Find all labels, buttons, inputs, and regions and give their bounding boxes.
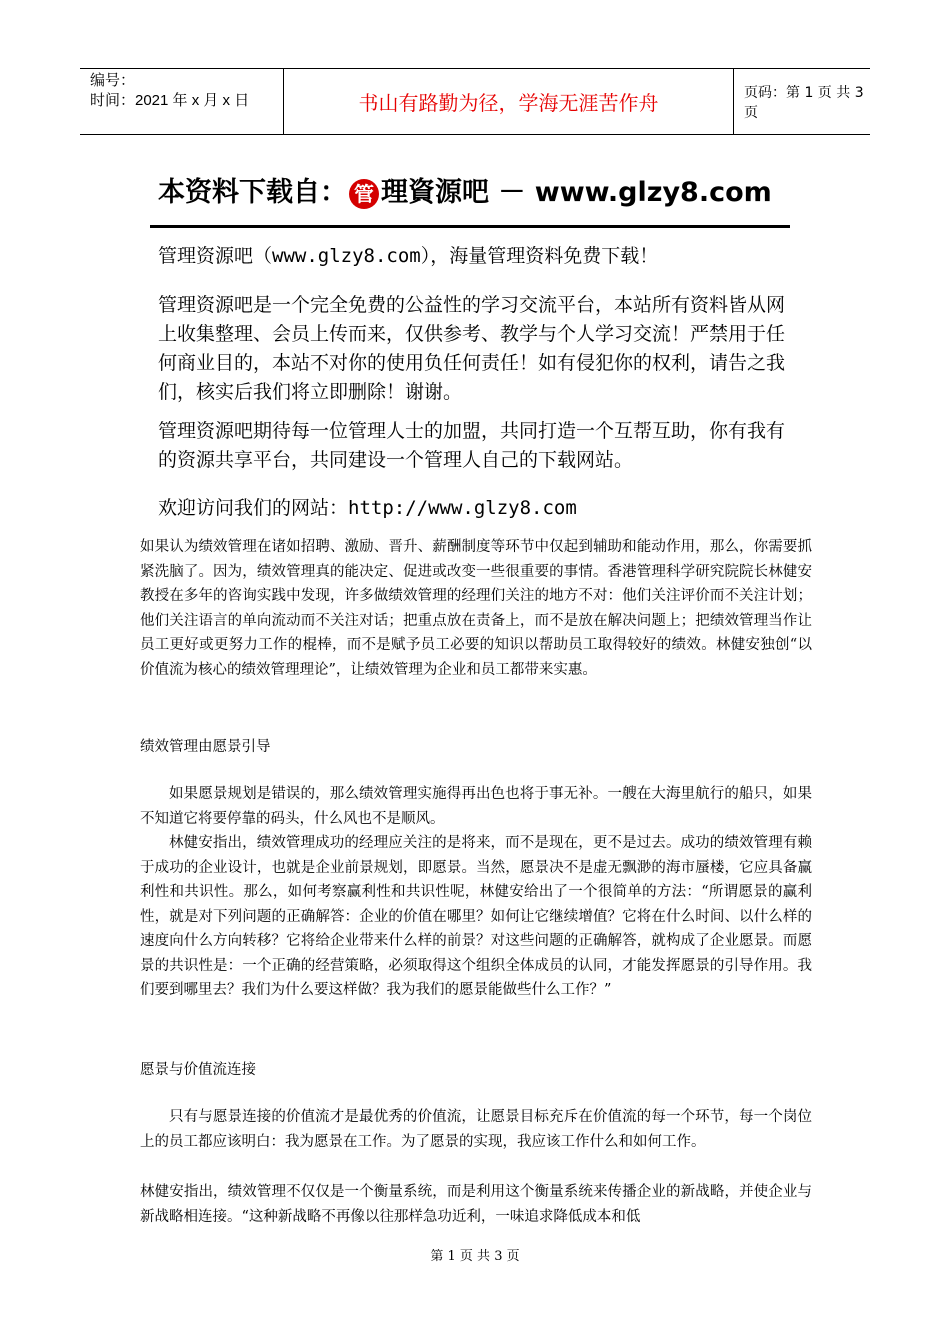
motto: 书山有路勤为径，学海无涯苦作舟 bbox=[284, 69, 734, 134]
header-meta-cell bbox=[80, 69, 284, 134]
section-heading-vision: 绩效管理由愿景引导 bbox=[140, 739, 271, 755]
banner-line1: 管理资源吧（www.glzy8.com），海量管理资料免费下载！ bbox=[158, 245, 659, 267]
article-paragraph: 只有与愿景连接的价值流才是最优秀的价值流，让愿景目标充斥在价值流的每一个环节，每一个岗位上的员工都应该明白：我为愿景在工作。为了愿景的实现，我应该工作什么和如何工作。 bbox=[140, 1109, 812, 1150]
article-paragraph: 林健安指出，绩效管理成功的经理应关注的是将来，而不是现在，更不是过去。成功的绩效管理有赖于成功的企业设计，也就是企业前景规划，即愿景。当然，愿景决不是虚无飘渺的海市蜃楼，它应具备赢利性和共识性。那么，如何考察赢利性和共识性呢，林健安给出了一个很简单的方法：“所谓愿景的赢利性，就是对下列问题的正确解答：企业的价值在哪里？如何让它继续增值？它将在什么时间、以什么样的速度向什么方向转移？它将给企业带来什么样的前景？对这些问题的正确解答，就构成了企业愿景。而愿景的共识性是：一个正确的经营策略，必须取得这个组织全体成员的认同，才能发挥愿景的引导作用。我们要到哪里去？我们为什么要这样做？我为我们的愿景能做些什么工作？” bbox=[140, 835, 812, 998]
page-info: 页码：第 1 页 共 3 页 bbox=[744, 84, 864, 121]
banner-title bbox=[158, 170, 772, 209]
download-banner bbox=[150, 160, 790, 530]
banner-para2: 管理资源吧是一个完全免费的公益性的学习交流平台，本站所有资料皆从网上收集整理、会员上传而来，仅供参考、教学与个人学习交流！严禁用于任何商业目的，本站不对你的使用负任何责任！如有侵犯你的权利，请告之我们，核实后我们将立即删除！谢谢。 bbox=[158, 294, 786, 403]
time-label: 时间：2021 年 x 月 x 日 bbox=[90, 92, 250, 109]
banner-title-prefix: 本资料下载自： bbox=[158, 177, 347, 208]
site-logo-icon: 管 bbox=[349, 179, 379, 209]
article-intro: 如果认为绩效管理在诸如招聘、激励、晋升、薪酬制度等环节中仅起到辅助和能动作用，那么，你需要抓紧洗脑了。因为，绩效管理真的能决定、促进或改变一些很重要的事情。香港管理科学研究院院长林健安教授在多年的咨询实践中发现，许多做绩效管理的经理们关注的地方不对：他们关注评价而不关注计划；他们关注语言的单向流动而不关注对话；把重点放在责备上，而不是放在解决问题上；把绩效管理当作让员工更好或更努力工作的棍棒，而不是赋予员工必要的知识以帮助员工取得较好的绩效。林健安独创“以价值流为核心的绩效管理理论”，让绩效管理为企业和员工都带来实惠。 bbox=[140, 539, 812, 678]
banner-divider bbox=[150, 225, 790, 228]
page-footer: 第 1 页 共 3 页 bbox=[430, 1249, 520, 1264]
banner-title-suffix: 理資源吧 － www.glzy8.com bbox=[381, 177, 772, 208]
banner-welcome: 欢迎访问我们的网站：http://www.glzy8.com bbox=[158, 497, 577, 519]
section-heading-value-stream: 愿景与价值流连接 bbox=[140, 1062, 256, 1078]
article-paragraph: 林健安指出，绩效管理不仅仅是一个衡量系统，而是利用这个衡量系统来传播企业的新战略，并使企业与新战略相连接。“这种新战略不再像以往那样急功近利，一味追求降低成本和低 bbox=[140, 1184, 812, 1225]
header-table bbox=[80, 68, 870, 135]
number-label: 编号： bbox=[90, 72, 136, 89]
article-paragraph: 如果愿景规划是错误的，那么绩效管理实施得再出色也将于事无补。一艘在大海里航行的船只，如果不知道它将要停靠的码头，什么风也不是顺风。 bbox=[140, 786, 812, 827]
banner-para3: 管理资源吧期待每一位管理人士的加盟，共同打造一个互帮互助，你有我有的资源共享平台，共同建设一个管理人自己的下载网站。 bbox=[158, 420, 786, 471]
